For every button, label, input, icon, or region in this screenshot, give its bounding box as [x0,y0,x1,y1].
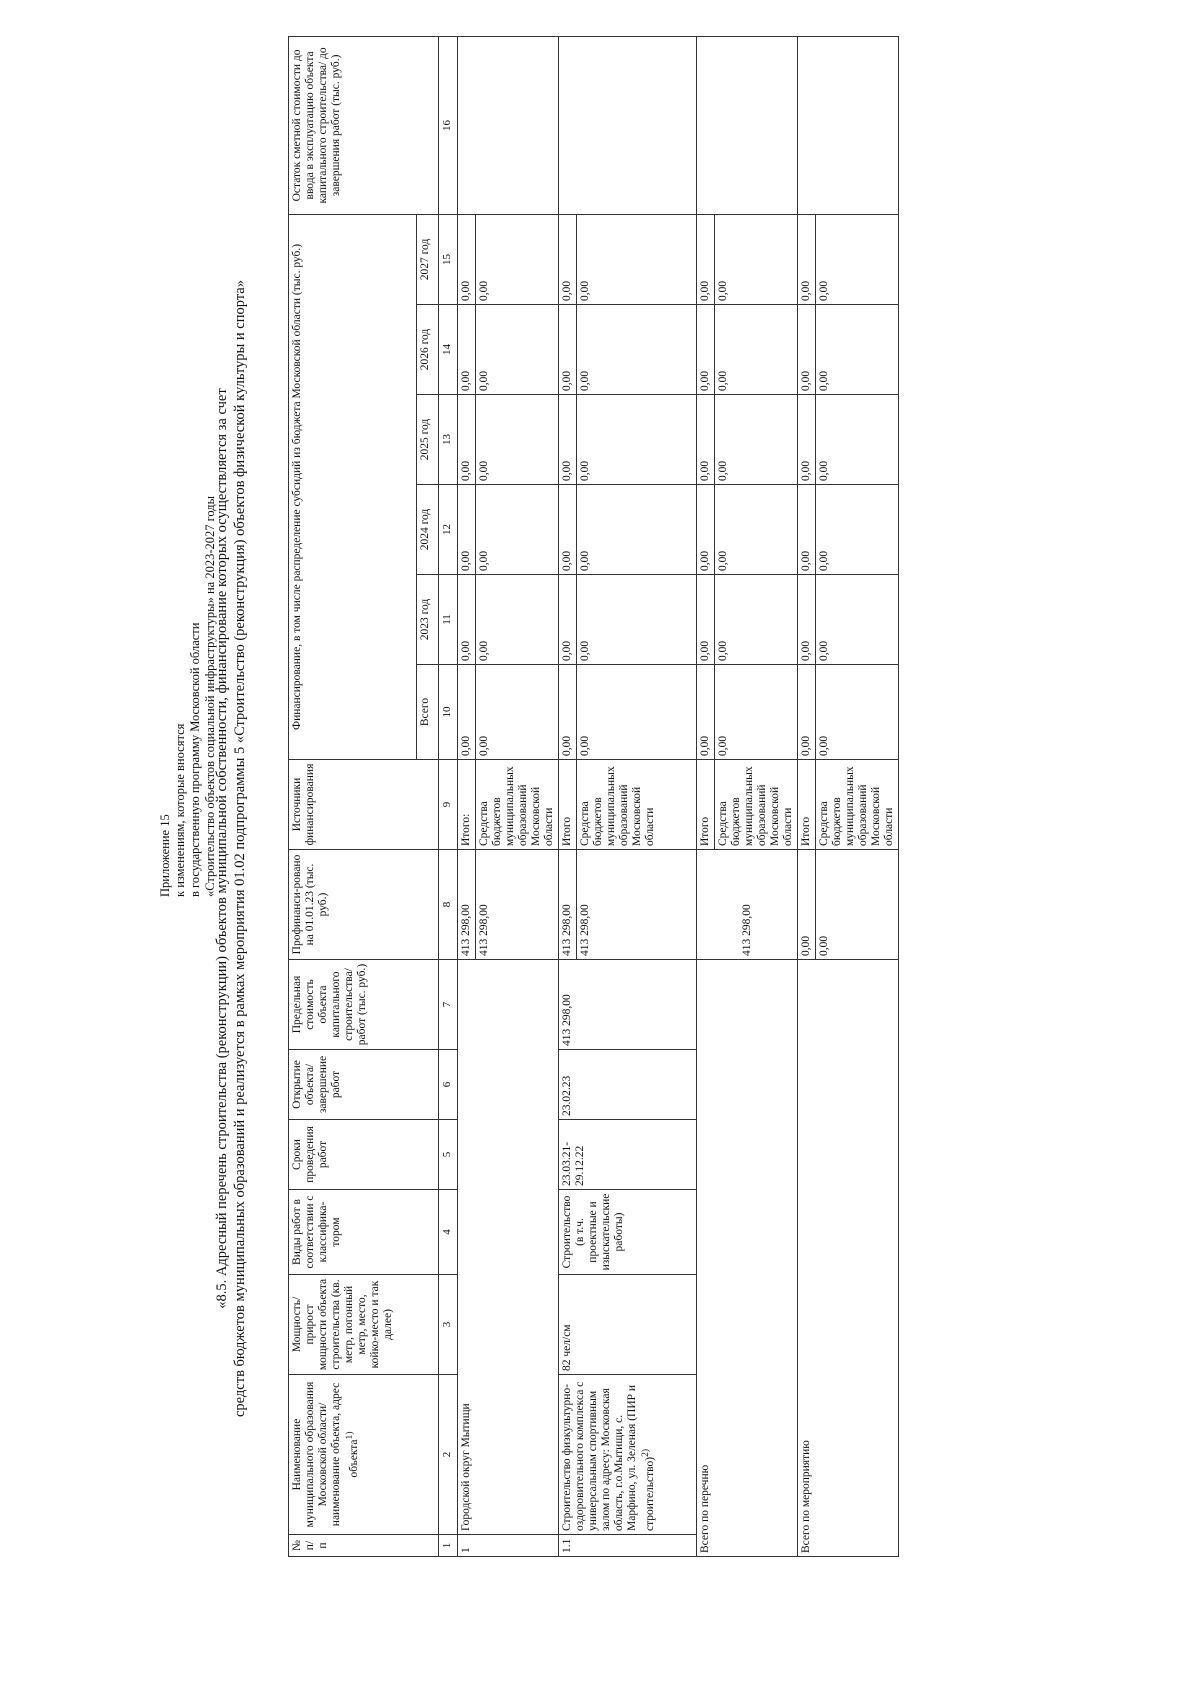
column-number: 12 [439,485,458,575]
event-2023-municipal: 0,00 [816,575,899,665]
header-limit-cost: Предельная стоимость объекта капитального строительства/ работ (тыс. руб.) [289,960,439,1050]
district-2024: 0,00 [458,485,476,575]
district-remainder [458,36,559,214]
header-opening: Открытие объекта/ завершение работ [289,1050,439,1120]
object-total: 0,00 [559,665,577,760]
list-remainder [697,36,798,214]
object-source-total: Итого [559,760,577,850]
object-2023: 0,00 [559,575,577,665]
list-2027: 0,00 [697,214,715,304]
event-2026-municipal: 0,00 [816,305,899,395]
district-2025: 0,00 [458,395,476,485]
district-2026: 0,00 [458,305,476,395]
header-periods: Сроки проведения работ [289,1120,439,1190]
district-prefinanced: 413 298,00 [458,850,476,960]
column-number: 14 [439,305,458,395]
list-total-municipal: 0,00 [715,665,798,760]
district-2023-municipal: 0,00 [476,575,559,665]
list-2024: 0,00 [697,485,715,575]
district-2023: 0,00 [458,575,476,665]
district-2027: 0,00 [458,214,476,304]
event-2026: 0,00 [798,305,816,395]
header-year-2026: 2026 год [417,305,439,395]
object-2026-municipal: 0,00 [577,305,697,395]
event-2027-municipal: 0,00 [816,214,899,304]
column-number: 4 [439,1190,458,1275]
table-row-district-total [458,36,476,1556]
header-financing: Финансирование, в том числе распределение субсидий из бюджета Московской области (тыс. руб.) [289,214,417,759]
header-capacity: Мощность/ прирост мощности объекта строительства (кв. метр, погонный метр, место, койко-место и так далее) [289,1275,439,1375]
appendix-line-4: «Строительство объектов социальной инфраструктуры» на 2023-2027 годы [203,495,217,897]
district-2026-municipal: 0,00 [476,305,559,395]
district-2027-municipal: 0,00 [476,214,559,304]
table-header-row [289,36,417,1556]
event-2023: 0,00 [798,575,816,665]
event-2025-municipal: 0,00 [816,395,899,485]
event-prefinanced: 0,00 [798,850,816,960]
list-2023: 0,00 [697,575,715,665]
list-total: 0,00 [697,665,715,760]
header-sources: Источники финансирования [289,760,439,850]
district-2025-municipal: 0,00 [476,395,559,485]
object-name-text: Строительство физкультурно-оздоровительного комплекса с универсальным спортивным залом по адресу: Московская область, г.о.Мытищи, с. Марфино, ул. Зеленая (ПИР и строительство) [561,1381,656,1531]
object-2024-municipal: 0,00 [577,485,697,575]
column-number: 1 [439,1535,458,1557]
column-number: 6 [439,1050,458,1120]
event-source-total: Итого [798,760,816,850]
list-total-prefinanced: 413 298,00 [697,850,798,960]
column-number: 3 [439,1275,458,1375]
event-2025: 0,00 [798,395,816,485]
object-prefinanced: 413 298,00 [559,850,577,960]
event-2024-municipal: 0,00 [816,485,899,575]
object-2023-municipal: 0,00 [577,575,697,665]
header-work-types: Виды работ в соответствии с классифика-тором [289,1190,439,1275]
header-year-2025: 2025 год [417,395,439,485]
object-capacity: 82 чел/см [559,1275,697,1375]
column-number: 13 [439,395,458,485]
header-name-footnote: 1) [344,1431,355,1440]
column-number: 11 [439,575,458,665]
table-row-list-total [697,36,715,1556]
list-2026: 0,00 [697,305,715,395]
object-2027-municipal: 0,00 [577,214,697,304]
district-name: Городской округ Мытищи [458,960,559,1535]
column-number-row [439,36,458,1556]
event-source-municipal: Средства бюджетов муниципальных образований Московской области [816,760,899,850]
header-year-2023: 2023 год [417,575,439,665]
event-total-municipal: 0,00 [816,665,899,760]
table-row-event-total [798,36,816,1556]
object-work-type: Строительство (в т.ч. проектные и изыскательские работы) [559,1190,697,1275]
object-2027: 0,00 [559,214,577,304]
column-number: 8 [439,850,458,960]
district-2024-municipal: 0,00 [476,485,559,575]
column-number: 16 [439,36,458,214]
object-2025-municipal: 0,00 [577,395,697,485]
list-2026-municipal: 0,00 [715,305,798,395]
list-2023-municipal: 0,00 [715,575,798,665]
list-2025-municipal: 0,00 [715,395,798,485]
district-total: 0,00 [458,665,476,760]
event-total: 0,00 [798,665,816,760]
header-year-2024: 2024 год [417,485,439,575]
header-prefinanced: Профинанси-ровано на 01.01.23 (тыс. руб.) [289,850,439,960]
document-title-line-1: «8.5. Адресный перечень строительства (реконструкции) объектов муниципальной собственности, финансирование которых осуществляется за счет [214,388,230,1309]
list-total-label: Всего по перечню [697,960,798,1557]
event-prefinanced-municipal: 0,00 [816,850,899,960]
district-total-municipal: 0,00 [476,665,559,760]
table-row-object-total [559,36,577,1556]
event-total-label: Всего по мероприятию [798,960,899,1557]
header-num: № п/п [289,1535,439,1557]
object-total-municipal: 0,00 [577,665,697,760]
appendix-line-1: Приложение 15 [158,814,172,897]
object-limit-cost: 413 298,00 [559,960,697,1050]
object-num: 1.1 [559,1535,697,1557]
object-name [559,1375,697,1535]
column-number: 10 [439,665,458,760]
district-source-total: Итого: [458,760,476,850]
list-source-total: Итого [697,760,715,850]
object-remainder [559,36,697,214]
district-source-municipal: Средства бюджетов муниципальных образований Московской области [476,760,559,850]
object-period: 23.03.21-29.12.22 [559,1120,697,1190]
column-number: 5 [439,1120,458,1190]
object-2025: 0,00 [559,395,577,485]
appendix-line-3: в государственную программу Московской области [188,622,202,897]
object-2024: 0,00 [559,485,577,575]
event-remainder [798,36,899,214]
address-list-table [288,36,899,1557]
object-2026: 0,00 [559,305,577,395]
appendix-line-2: к изменениям, которые вносятся [173,723,187,897]
event-2024: 0,00 [798,485,816,575]
object-name-footnote: 2) [640,1448,651,1457]
list-source-municipal: Средства бюджетов муниципальных образований Московской области [715,760,798,850]
object-prefinanced-municipal: 413 298,00 [577,850,697,960]
event-2027: 0,00 [798,214,816,304]
list-2027-municipal: 0,00 [715,214,798,304]
header-total: Всего [417,665,439,760]
column-number: 15 [439,214,458,304]
header-name [289,1375,439,1535]
district-num: 1 [458,1535,559,1557]
object-opening: 23.02.23 [559,1050,697,1120]
column-number: 7 [439,960,458,1050]
column-number: 9 [439,760,458,850]
appendix-header [158,496,218,897]
object-source-municipal: Средства бюджетов муниципальных образований Московской области [577,760,697,850]
list-2024-municipal: 0,00 [715,485,798,575]
header-name-text: Наименование муниципального образования Московской области/ наименование объекта, адрес объекта [291,1381,360,1528]
header-year-2027: 2027 год [417,214,439,304]
list-2025: 0,00 [697,395,715,485]
column-number: 2 [439,1375,458,1535]
district-prefinanced-municipal: 413 298,00 [476,850,559,960]
document-title-line-2: средств бюджетов муниципальных образований и реализуется в рамках мероприятия 01.02 подпрограммы 5 «Строительство (реконструкция) объектов физической культуры и спорта» [232,280,248,1418]
header-remainder: Остаток сметной стоимости до ввода в эксплуатацию объекта капитального строительства/ до завершения работ (тыс. руб.) [289,36,439,214]
